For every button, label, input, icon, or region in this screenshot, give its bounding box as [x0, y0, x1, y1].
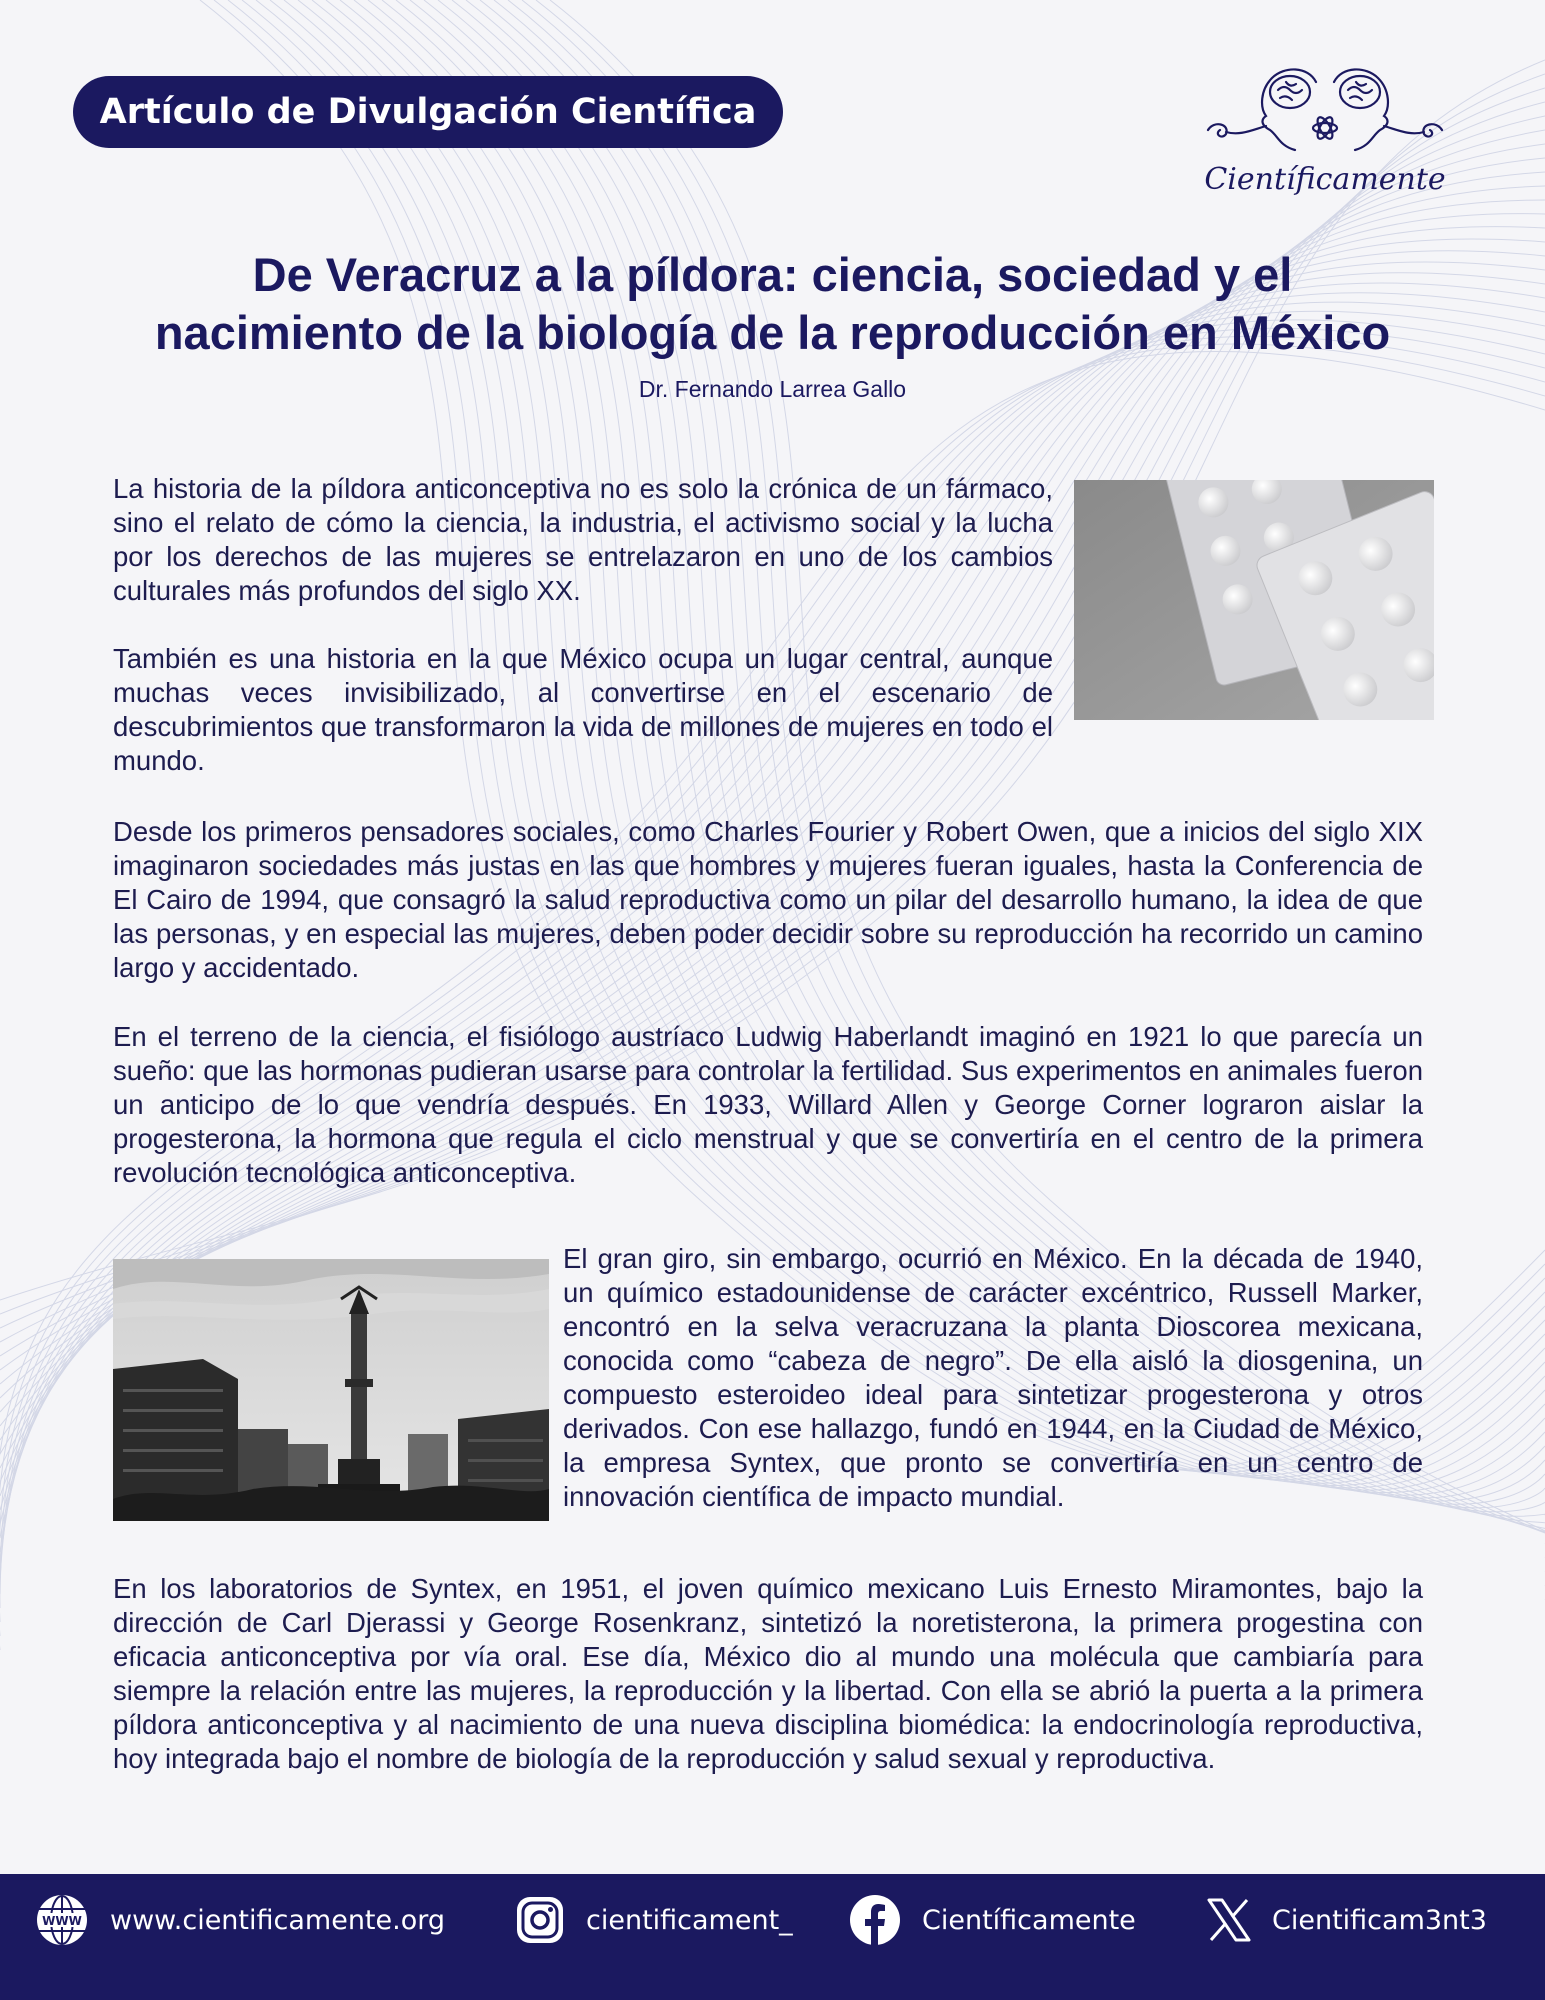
paragraph-6: En los laboratorios de Syntex, en 1951, el joven químico mexicano Luis Ernesto Miramontes, bajo la dirección de Carl Djerassi y George Rosenkranz, sintetizó la noretisterona, la primera progestina con eficacia anticonceptiva por vía oral. Ese día, México dio al mundo una molécula que cambiaría para siempre la relación entre las mujeres, la reproducción y la libertad. Con ella se abrió la puerta a la primera píldora anticonceptiva y al nacimiento de una nueva disciplina biomédica: la endocrinología reproductiva, hoy integrada bajo el nombre de biología de la reproducción y salud sexual y reproductiva.: [113, 1573, 1423, 1774]
cientificamente-logo: [1200, 60, 1450, 210]
logo-wordmark: Científicamente: [1204, 162, 1446, 197]
instagram-icon: [514, 1894, 566, 1946]
facebook-icon: [848, 1893, 902, 1947]
pill-blister-photo: [1074, 480, 1434, 720]
paragraph-1: La historia de la píldora anticonceptiva no es solo la crónica de un fármaco, sino el relato de cómo la ciencia, la industria, el activismo social y la lucha por los derechos de las mujeres se entrelazaron en uno de los cambios culturales más profundos del siglo XX.: [113, 473, 1053, 606]
paragraph-5: El gran giro, sin embargo, ocurrió en México. En la década de 1940, un químico estadounidense de carácter excéntrico, Russell Marker, encontró en la selva veracruzana la planta Dioscorea mexicana, conocida como “cabeza de negro”. De ella aisló la diosgenina, un compuesto esteroideo ideal para sintetizar progesterona y otros derivados. Con ese hallazgo, fundó en 1944, en la Ciudad de México, la empresa Syntex, que pronto se convertiría en un centro de innovación científica de impacto mundial.: [563, 1243, 1423, 1512]
footer-instagram[interactable]: [514, 1874, 793, 1966]
x-logo-icon: [1206, 1897, 1252, 1943]
footer-website[interactable]: [34, 1874, 445, 1966]
svg-text:WWW: WWW: [42, 1914, 82, 1928]
twin-brain-heads-logo-icon: [1200, 60, 1450, 160]
paragraph-3: Desde los primeros pensadores sociales, como Charles Fourier y Robert Owen, que a inicios del siglo XIX imaginaron sociedades más justas en las que hombres y mujeres fueran iguales, hasta la Conferencia de El Cairo de 1994, que consagró la salud reproductiva como un pilar del desarrollo humano, la idea de que las personas, y en especial las mujeres, deben poder decidir sobre su reproducción ha recorrido un camino largo y accidentado.: [113, 816, 1423, 983]
footer-facebook-text: Científicamente: [922, 1904, 1136, 1936]
article-type-badge: Artículo de Divulgación Científica: [73, 76, 783, 148]
footer-x[interactable]: [1206, 1874, 1487, 1966]
author-name: Dr. Fernando Larrea Gallo: [638, 376, 907, 402]
globe-icon: [34, 1892, 90, 1948]
independence-monument-photo: [113, 1259, 549, 1521]
paragraph-2: También es una historia en la que México ocupa un lugar central, aunque muchas veces invisibilizado, al convertirse en el escenario de descubrimientos que transformaron la vida de millones de mujeres en todo el mundo.: [113, 643, 1053, 776]
footer-instagram-text: cientificament_: [586, 1904, 793, 1936]
article-title: [60, 246, 1485, 362]
footer-website-text: www.cientificamente.org: [110, 1904, 445, 1936]
footer-bar: [0, 1874, 1545, 2000]
title-line-1: De Veracruz a la píldora: ciencia, sociedad y el: [252, 248, 1293, 301]
paragraph-4: En el terreno de la ciencia, el fisiólogo austríaco Ludwig Haberlandt imaginó en 1921 lo que parecía un sueño: que las hormonas pudieran usarse para controlar la fertilidad. Sus experimentos en animales fueron un anticipo de lo que vendría después. En 1933, Willard Allen y George Corner lograron aislar la progesterona, la hormona que regula el ciclo menstrual y que se convertiría en el centro de la primera revolución tecnológica anticonceptiva.: [113, 1021, 1423, 1188]
footer-x-text: Cientificam3nt3: [1272, 1904, 1487, 1936]
title-line-2: nacimiento de la biología de la reproducción en México: [154, 306, 1391, 359]
footer-facebook[interactable]: [848, 1874, 1136, 1966]
